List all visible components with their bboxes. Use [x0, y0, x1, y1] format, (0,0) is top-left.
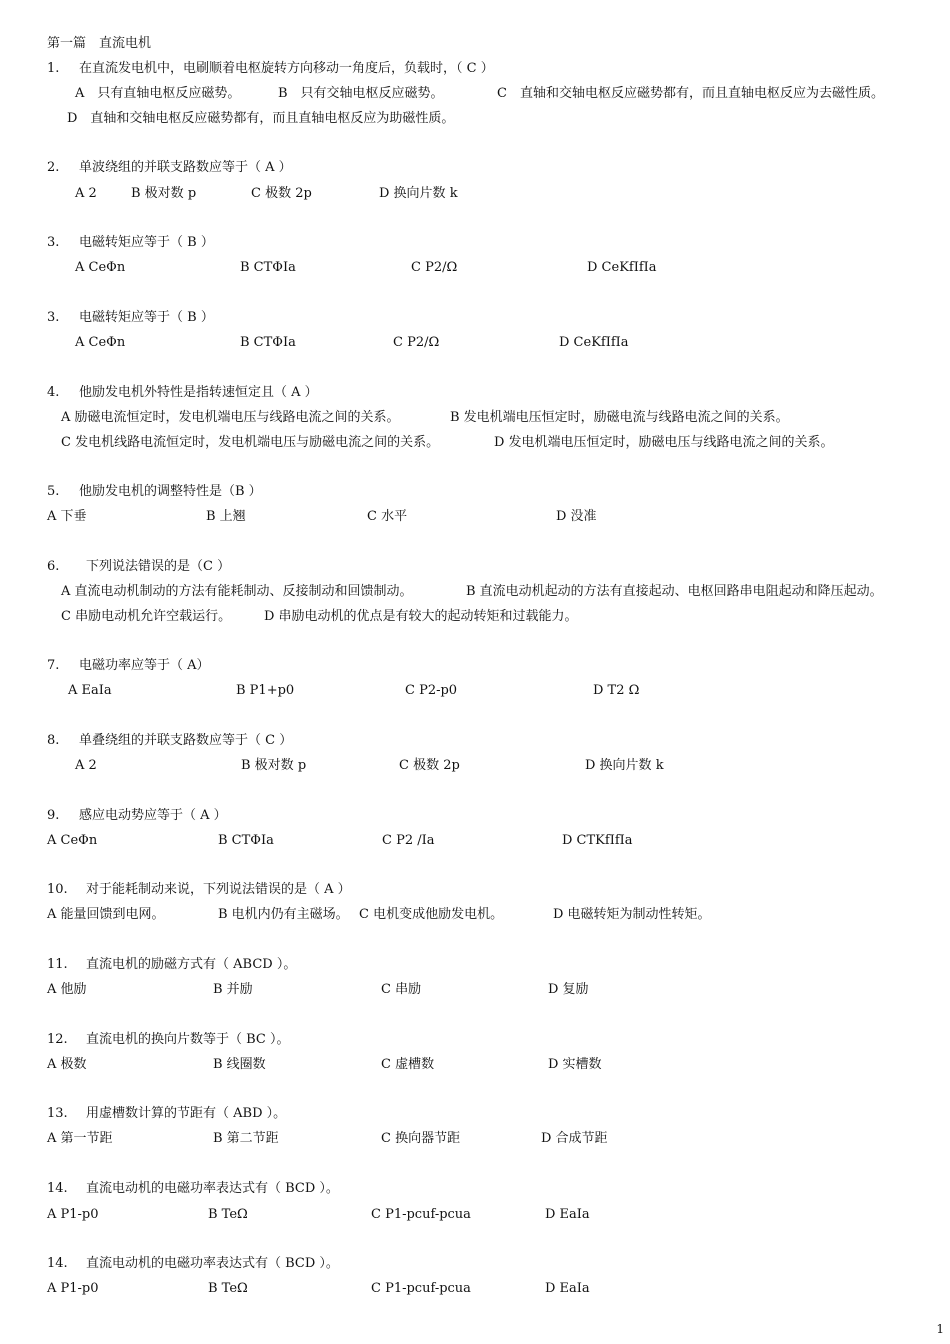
option-d: D 实槽数 — [548, 1057, 602, 1072]
option-c: C P1-pcuf-pcua — [371, 1281, 471, 1296]
question-number: 9. — [47, 808, 60, 823]
question-text: 直流电动机的电磁功率表达式有（ BCD ）。 — [86, 1256, 339, 1271]
option-a: A 下垂 — [47, 509, 87, 524]
question-text: 他励发电机外特性是指转速恒定且（ A ） — [79, 385, 318, 400]
option-b: B 发电机端电压恒定时，励磁电流与线路电流之间的关系。 — [450, 410, 789, 425]
option-c: C P2-p0 — [405, 683, 458, 698]
question-number: 6. — [47, 559, 60, 574]
question-text: 下列说法错误的是（C ） — [86, 559, 231, 574]
option-b: B 上翘 — [206, 509, 246, 524]
option-d: D 换向片数 k — [585, 758, 664, 773]
option-b: B 极对数 p — [241, 758, 307, 773]
option-b: B P1+p0 — [236, 683, 295, 698]
option-c: C 电机变成他励发电机。 — [359, 907, 504, 922]
option-a: A 2 — [75, 758, 97, 773]
question-number: 14. — [47, 1181, 68, 1196]
question-text: 电磁转矩应等于（ B ） — [79, 235, 214, 250]
option-b: B CTΦIa — [240, 335, 296, 350]
question-text: 直流电机的换向片数等于（ BC ）。 — [86, 1032, 290, 1047]
option-d: D EaIa — [545, 1281, 590, 1296]
question-text: 用虚槽数计算的节距有（ ABD ）。 — [86, 1106, 287, 1121]
option-a: A 第一节距 — [47, 1131, 113, 1146]
option-c: C 虚槽数 — [381, 1057, 435, 1072]
option-c: C P2 /Ia — [382, 833, 435, 848]
question-number: 7. — [47, 658, 60, 673]
option-c: C 串励电动机允许空载运行。 — [61, 609, 232, 624]
option-c: C P2/Ω — [411, 260, 458, 275]
option-a: A CeΦn — [75, 335, 126, 350]
option-c: C 极数 2p — [251, 186, 312, 201]
page-number: 1 — [936, 1322, 944, 1336]
option-a: A 能量回馈到电网。 — [47, 907, 165, 922]
option-d: D 复励 — [548, 982, 589, 997]
option-b: B 并励 — [213, 982, 253, 997]
option-c: C P2/Ω — [393, 335, 440, 350]
option-d: D T2 Ω — [593, 683, 640, 698]
option-d: D 没准 — [556, 509, 597, 524]
question-text: 电磁功率应等于（ A） — [79, 658, 210, 673]
option-b: B CTΦIa — [240, 260, 296, 275]
option-a: A P1-p0 — [47, 1281, 99, 1296]
option-c: C 换向器节距 — [381, 1131, 461, 1146]
question-number: 13. — [47, 1106, 68, 1121]
option-a: A 他励 — [47, 982, 87, 997]
option-b: B 只有交轴电枢反应磁势。 — [278, 86, 444, 101]
option-b: B 线圈数 — [213, 1057, 266, 1072]
option-d: D CTKfIfIa — [562, 833, 633, 848]
question-text: 他励发电机的调整特性是（B ） — [79, 484, 262, 499]
option-d: D EaIa — [545, 1207, 590, 1222]
question-text: 在直流发电机中，电刷顺着电枢旋转方向移动一角度后，负载时，（ C ） — [79, 61, 494, 76]
question-number: 2. — [47, 160, 60, 175]
option-d: D 串励电动机的优点是有较大的起动转矩和过载能力。 — [264, 609, 578, 624]
option-a: A CeΦn — [47, 833, 98, 848]
question-number: 1. — [47, 61, 60, 76]
question-number: 5. — [47, 484, 60, 499]
question-text: 单波绕组的并联支路数应等于（ A ） — [79, 160, 292, 175]
option-c: C P1-pcuf-pcua — [371, 1207, 471, 1222]
option-a: A EaIa — [68, 683, 112, 698]
question-number: 8. — [47, 733, 60, 748]
option-a: A 2 — [75, 186, 97, 201]
option-c: C 水平 — [367, 509, 408, 524]
question-text: 直流电机的励磁方式有（ ABCD ）。 — [86, 957, 297, 972]
question-number: 4. — [47, 385, 60, 400]
question-number: 3. — [47, 235, 60, 250]
option-b: B TeΩ — [208, 1281, 248, 1296]
option-c: C 直轴和交轴电枢反应磁势都有，而且直轴电枢反应为去磁性质。 — [497, 86, 884, 101]
option-c: C 串励 — [381, 982, 422, 997]
question-number: 10. — [47, 882, 68, 897]
option-a: A 直流电动机制动的方法有能耗制动、反接制动和回馈制动。 — [61, 584, 413, 599]
option-d: D CeKfIfIa — [587, 260, 657, 275]
option-c: C 极数 2p — [399, 758, 460, 773]
option-d: D 换向片数 k — [379, 186, 458, 201]
question-number: 12. — [47, 1032, 68, 1047]
option-d: D CeKfIfIa — [559, 335, 629, 350]
option-a: A 极数 — [47, 1057, 87, 1072]
option-b: B 第二节距 — [213, 1131, 279, 1146]
question-number: 14. — [47, 1256, 68, 1271]
question-text: 感应电动势应等于（ A ） — [79, 808, 227, 823]
section-title: 第一篇 直流电机 — [47, 36, 152, 51]
option-a: A 只有直轴电枢反应磁势。 — [75, 86, 241, 101]
option-d: D 电磁转矩为制动性转矩。 — [553, 907, 711, 922]
question-text: 直流电动机的电磁功率表达式有（ BCD ）。 — [86, 1181, 339, 1196]
option-b: B 直流电动机起动的方法有直接起动、电枢回路串电阻起动和降压起动。 — [466, 584, 883, 599]
option-a: A 励磁电流恒定时，发电机端电压与线路电流之间的关系。 — [61, 410, 400, 425]
option-b: B CTΦIa — [218, 833, 274, 848]
question-number: 11. — [47, 957, 68, 972]
question-text: 电磁转矩应等于（ B ） — [79, 310, 214, 325]
option-d: D 直轴和交轴电枢反应磁势都有，而且直轴电枢反应为助磁性质。 — [67, 111, 455, 126]
question-text: 对于能耗制动来说，下列说法错误的是（ A ） — [86, 882, 351, 897]
option-b: B TeΩ — [208, 1207, 248, 1222]
option-b: B 电机内仍有主磁场。 — [218, 907, 349, 922]
option-d: D 合成节距 — [541, 1131, 608, 1146]
option-c: C 发电机线路电流恒定时，发电机端电压与励磁电流之间的关系。 — [61, 435, 440, 450]
option-a: A P1-p0 — [47, 1207, 99, 1222]
question-text: 单叠绕组的并联支路数应等于（ C ） — [79, 733, 293, 748]
option-b: B 极对数 p — [131, 186, 197, 201]
option-a: A CeΦn — [75, 260, 126, 275]
question-number: 3. — [47, 310, 60, 325]
option-d: D 发电机端电压恒定时，励磁电压与线路电流之间的关系。 — [494, 435, 834, 450]
